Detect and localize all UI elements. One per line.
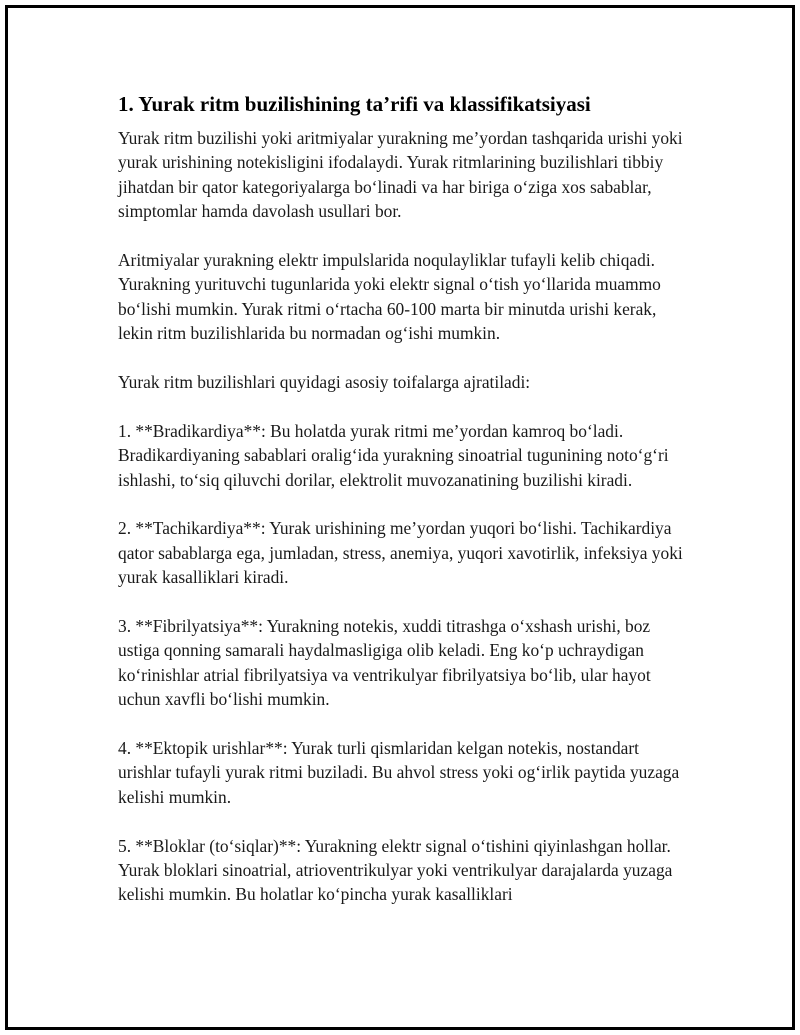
paragraph-categories-intro: Yurak ritm buzilishlari quyidagi asosiy toifalarga ajratiladi: — [118, 372, 531, 393]
list-item-tachycardia: 2. **Tachikardiya**: Yurak urishining me’yordan yuqori bo‘lishi. Tachikardiya qator sabablarga ega, jumladan, stress, anemiya, yuqori xavotirlik, infeksiya yoki yurak kasalliklari kiradi. — [118, 518, 683, 588]
list-item-ectopic-beats: 4. **Ektopik urishlar**: Yurak turli qismlaridan kelgan notekis, nostandart urishlar tufayli yurak ritmi buziladi. Bu ahvol stress yoki og‘irlik paytida yuzaga kelishi mumkin. — [118, 738, 680, 807]
paragraph-intro: Yurak ritm buzilishi yoki aritmiyalar yurakning me’yordan tashqarida urishi yoki yurak urishining notekisligini ifodalaydi. Yurak ritmlarining buzilishlari tibbiy jihatdan bir qator kategoriyalarga bo‘linadi va har biriga o‘ziga xos sabablar, simptomlar hamda davolash usullari bor. — [118, 128, 683, 222]
list-item-fibrillation: 3. **Fibrilyatsiya**: Yurakning notekis, xuddi titrashga o‘xshash urishi, boz ustiga qonning samarali haydalmasligiga olib keladi. Eng ko‘p uchraydigan ko‘rinishlar atrial fibrilyatsiya va ventrikulyar fibrilyatsiya bo‘lib, ular hayot uchun xavfli bo‘lishi mumkin. — [118, 616, 651, 710]
list-item-blocks: 5. **Bloklar (to‘siqlar)**: Yurakning elektr signal o‘tishini qiyinlashgan hollar. Yurak bloklari sinoatrial, atrioventrikulyar yoki ventrikulyar darajalarda yuzaga kelishi mumkin. Bu holatlar ko‘pincha yurak kasalliklari — [118, 835, 673, 905]
section-heading: 1. Yurak ritm buzilishining ta’rifi va klassifikatsiyasi — [118, 92, 591, 116]
list-item-bradycardia: 1. **Bradikardiya**: Bu holatda yurak ritmi me’yordan kamroq bo‘ladi. Bradikardiyaning sabablari oralig‘ida yurakning sinoatrial tugunining noto‘g‘ri ishlashi, to‘siq qiluvchi dorilar, elektrolit muvozanatining buzilishi kiradi. — [118, 420, 669, 490]
document-body — [118, 90, 690, 931]
paragraph-causes: Aritmiyalar yurakning elektr impulslarida noqulayliklar tufayli kelib chiqadi. Yurakning yurituvchi tugunlarida yoki elektr signal o‘tish yo‘llarida muammo bo‘lishi mumkin. Yurak ritmi o‘rtacha 60-100 marta bir minutda urishi kerak, lekin ritm buzilishlarida bu normadan og‘ishi mumkin. — [118, 250, 661, 344]
